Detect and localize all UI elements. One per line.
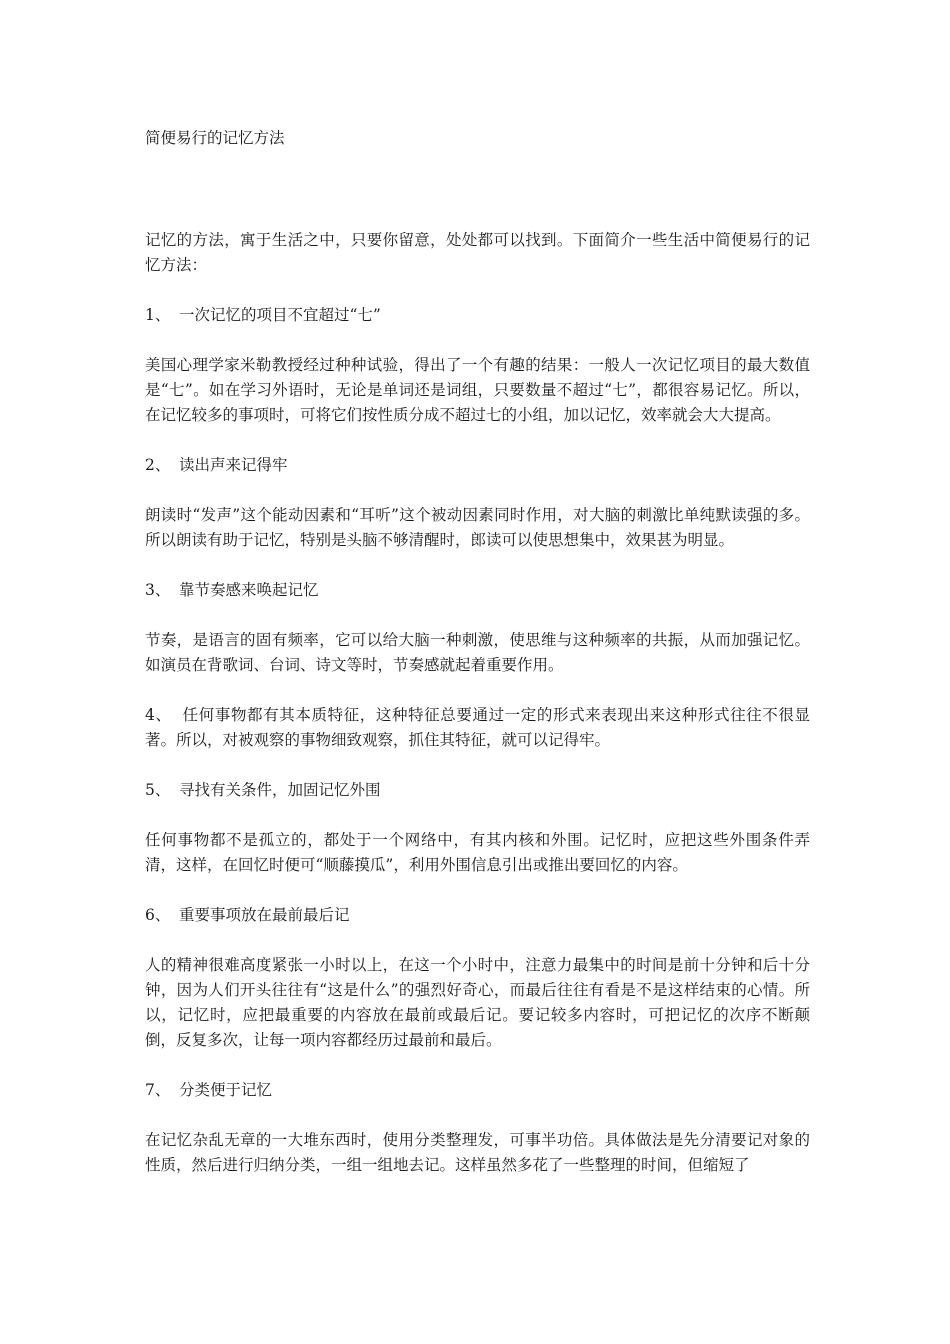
section-number-5: 5、 [145, 781, 171, 799]
section-number-6: 6、 [145, 906, 171, 924]
section-title-2: 读出声来记得牢 [179, 456, 288, 474]
section-number-4: 4、 [145, 706, 172, 724]
section-body-4: 任何事物都有其本质特征，这种特征总要通过一定的形式来表现出来这种形式往往不很显著。所以，对被观察的事物细致观察，抓住其特征，就可以记得牢。 [145, 706, 810, 749]
intro-paragraph: 记忆的方法，寓于生活之中，只要你留意，处处都可以找到。下面简介一些生活中简便易行的记忆方法： [145, 231, 810, 274]
section-title-5: 寻找有关条件，加固记忆外围 [179, 781, 381, 799]
section-number-1: 1、 [145, 306, 171, 324]
section-number-7: 7、 [145, 1081, 171, 1099]
section-body-5: 任何事物都不是孤立的，都处于一个网络中，有其内核和外围。记忆时，应把这些外围条件弄清，这样，在回忆时便可“顺藤摸瓜”，利用外围信息引出或推出要回忆的内容。 [145, 831, 810, 874]
section-number-2: 2、 [145, 456, 171, 474]
section-heading-1 [145, 303, 810, 328]
section-heading-3 [145, 578, 810, 603]
section-body-7: 在记忆杂乱无章的一大堆东西时，使用分类整理发，可事半功倍。具体做法是先分清要记对象的性质，然后进行归纳分类，一组一组地去记。这样虽然多花了一些整理的时间，但缩短了 [145, 1131, 810, 1174]
section-body-6: 人的精神很难高度紧张一小时以上，在这一个小时中，注意力最集中的时间是前十分钟和后十分钟，因为人们开头往往有“这是什么”的强烈好奇心，而最后往往有看是不是这样结束的心情。所以，记忆时，应把最重要的内容放在最前或最后记。要记较多内容时，可把记忆的次序不断颠倒，反复多次，让每一项内容都经历过最前和最后。 [145, 956, 810, 1049]
section-heading-6 [145, 903, 810, 928]
section-heading-5 [145, 778, 810, 803]
section-title-6: 重要事项放在最前最后记 [179, 906, 350, 924]
section-body-3: 节奏，是语言的固有频率，它可以给大脑一种刺激，使思维与这种频率的共振，从而加强记忆。如演员在背歌词、台词、诗文等时，节奏感就起着重要作用。 [145, 631, 810, 674]
document-title: 简便易行的记忆方法 [145, 129, 285, 147]
document-body [145, 228, 810, 1203]
section-heading-7 [145, 1078, 810, 1103]
section-heading-2 [145, 453, 810, 478]
section-title-1: 一次记忆的项目不宜超过“七” [179, 306, 381, 324]
section-title-7: 分类便于记忆 [179, 1081, 273, 1099]
section-body-2: 朗读时“发声”这个能动因素和“耳听”这个被动因素同时作用，对大脑的刺激比单纯默读强的多。所以朗读有助于记忆，特别是头脑不够清醒时，郎读可以使思想集中，效果甚为明显。 [145, 506, 810, 549]
section-number-3: 3、 [145, 581, 171, 599]
section-body-1: 美国心理学家米勒教授经过种种试验，得出了一个有趣的结果：一般人一次记忆项目的最大数值是“七”。如在学习外语时，无论是单词还是词组，只要数量不超过“七”，都很容易记忆。所以，在记忆较多的事项时，可将它们按性质分成不超过七的小组，加以记忆，效率就会大大提高。 [145, 356, 810, 424]
section-4-paragraph [145, 703, 810, 753]
section-title-3: 靠节奏感来唤起记忆 [179, 581, 319, 599]
